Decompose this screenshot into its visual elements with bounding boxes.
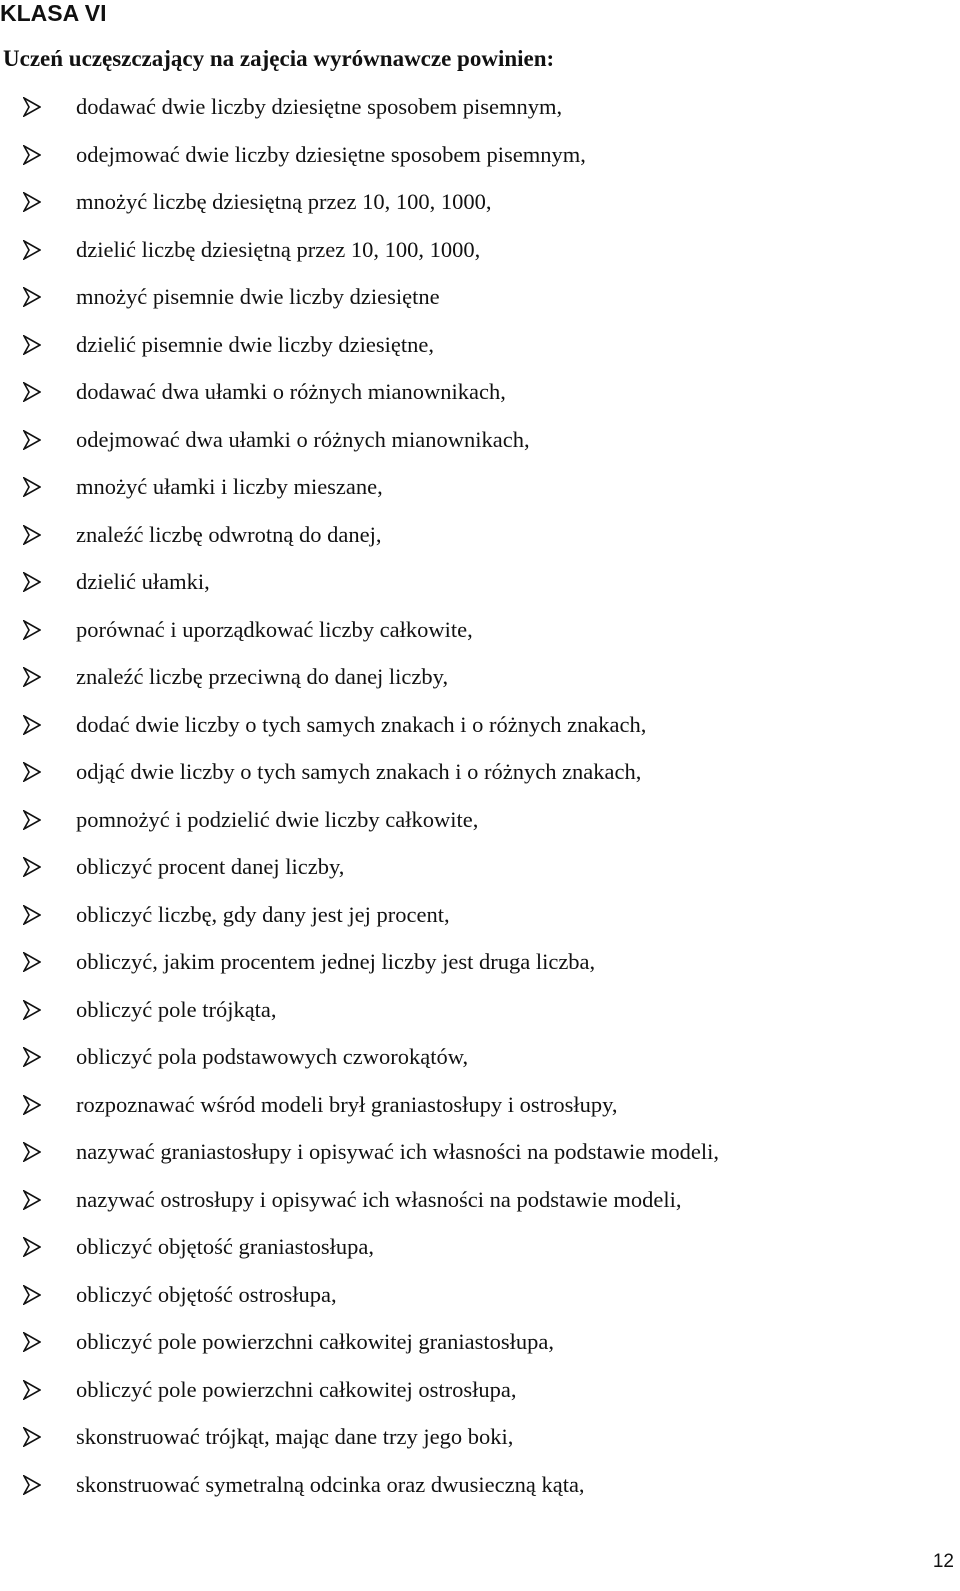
list-item-text: pomnożyć i podzielić dwie liczby całkowite, bbox=[76, 806, 479, 832]
arrowhead-bullet-icon bbox=[23, 1475, 41, 1495]
list-item-text: dzielić pisemnie dwie liczby dziesiętne, bbox=[76, 331, 434, 357]
arrowhead-bullet-icon bbox=[23, 572, 41, 592]
arrowhead-bullet-icon bbox=[23, 477, 41, 497]
page-title: KLASA VI bbox=[0, 0, 107, 26]
arrowhead-bullet-icon bbox=[23, 335, 41, 355]
arrowhead-bullet-icon bbox=[23, 810, 41, 830]
arrowhead-bullet-icon bbox=[23, 1380, 41, 1400]
list-item-text: obliczyć pole trójkąta, bbox=[76, 996, 277, 1022]
list-item-text: mnożyć pisemnie dwie liczby dziesiętne bbox=[76, 284, 440, 309]
arrowhead-bullet-icon bbox=[23, 1000, 41, 1020]
arrowhead-bullet-icon bbox=[23, 145, 41, 165]
intro-heading: Uczeń uczęszczający na zajęcia wyrównawcze powinien: bbox=[3, 46, 555, 71]
list-item-text: dodawać dwa ułamki o różnych mianownikach, bbox=[76, 379, 506, 404]
arrowhead-bullet-icon bbox=[23, 1285, 41, 1305]
arrowhead-bullet-icon bbox=[23, 1332, 41, 1352]
arrowhead-bullet-icon bbox=[23, 525, 41, 545]
arrowhead-bullet-icon bbox=[23, 430, 41, 450]
list-item-text: rozpoznawać wśród modeli brył graniastosłupy i ostrosłupy, bbox=[76, 1091, 618, 1117]
arrowhead-bullet-icon bbox=[23, 857, 41, 877]
arrowhead-bullet-icon bbox=[23, 715, 41, 735]
page-number: 12 bbox=[932, 1551, 954, 1572]
list-item-text: mnożyć ułamki i liczby mieszane, bbox=[76, 474, 383, 499]
arrowhead-bullet-icon bbox=[23, 905, 41, 925]
list-item-text: mnożyć liczbę dziesiętną przez 10, 100, 1000, bbox=[76, 189, 492, 214]
arrowhead-bullet-icon bbox=[23, 952, 41, 972]
arrowhead-bullet-icon bbox=[23, 1142, 41, 1162]
list-item-text: znaleźć liczbę przeciwną do danej liczby, bbox=[76, 664, 449, 689]
list-item-text: nazywać graniastosłupy i opisywać ich własności na podstawie modeli, bbox=[76, 1139, 719, 1164]
list-item-text: znaleźć liczbę odwrotną do danej, bbox=[76, 521, 382, 547]
list-item-text: dzielić liczbę dziesiętną przez 10, 100, 1000, bbox=[76, 236, 481, 262]
list-item-text: nazywać ostrosłupy i opisywać ich własności na podstawie modeli, bbox=[76, 1186, 682, 1212]
list-item-text: obliczyć procent danej liczby, bbox=[76, 854, 345, 879]
arrowhead-bullet-icon bbox=[23, 1237, 41, 1257]
arrowhead-bullet-icon bbox=[23, 240, 41, 260]
list-item-text: obliczyć pole powierzchni całkowitej graniastosłupa, bbox=[76, 1329, 554, 1354]
list-item-text: obliczyć objętość graniastosłupa, bbox=[76, 1234, 375, 1259]
list-item-text: odjąć dwie liczby o tych samych znakach i o różnych znakach, bbox=[76, 759, 642, 784]
arrowhead-bullet-icon bbox=[23, 97, 41, 117]
arrowhead-bullet-icon bbox=[23, 667, 41, 687]
list-item-text: odejmować dwa ułamki o różnych mianownikach, bbox=[76, 426, 530, 452]
arrowhead-bullet-icon bbox=[23, 620, 41, 640]
arrowhead-bullet-icon bbox=[23, 1427, 41, 1447]
arrowhead-bullet-icon bbox=[23, 1190, 41, 1210]
list-item-text: skonstruować symetralną odcinka oraz dwusieczną kąta, bbox=[76, 1471, 585, 1497]
list-item-text: obliczyć, jakim procentem jednej liczby jest druga liczba, bbox=[76, 949, 596, 974]
arrowhead-bullet-icon bbox=[23, 1095, 41, 1115]
arrowhead-bullet-icon bbox=[23, 1047, 41, 1067]
arrowhead-bullet-icon bbox=[23, 762, 41, 782]
arrowhead-bullet-icon bbox=[23, 287, 41, 307]
list-item-text: obliczyć objętość ostrosłupa, bbox=[76, 1281, 337, 1307]
list-item-text: dodać dwie liczby o tych samych znakach i o różnych znakach, bbox=[76, 711, 647, 737]
list-item-text: porównać i uporządkować liczby całkowite, bbox=[76, 616, 473, 642]
arrowhead-bullet-icon bbox=[23, 382, 41, 402]
list-item-text: odejmować dwie liczby dziesiętne sposobem pisemnym, bbox=[76, 141, 586, 167]
arrowhead-bullet-icon bbox=[23, 192, 41, 212]
list-item-text: obliczyć pole powierzchni całkowitej ostrosłupa, bbox=[76, 1376, 517, 1402]
list-item-text: obliczyć pola podstawowych czworokątów, bbox=[76, 1044, 469, 1069]
list-item-text: skonstruować trójkąt, mając dane trzy jego boki, bbox=[76, 1424, 514, 1449]
list-item-text: dodawać dwie liczby dziesiętne sposobem pisemnym, bbox=[76, 94, 563, 119]
list-item-text: obliczyć liczbę, gdy dany jest jej procent, bbox=[76, 901, 450, 927]
list-item-text: dzielić ułamki, bbox=[76, 569, 210, 594]
